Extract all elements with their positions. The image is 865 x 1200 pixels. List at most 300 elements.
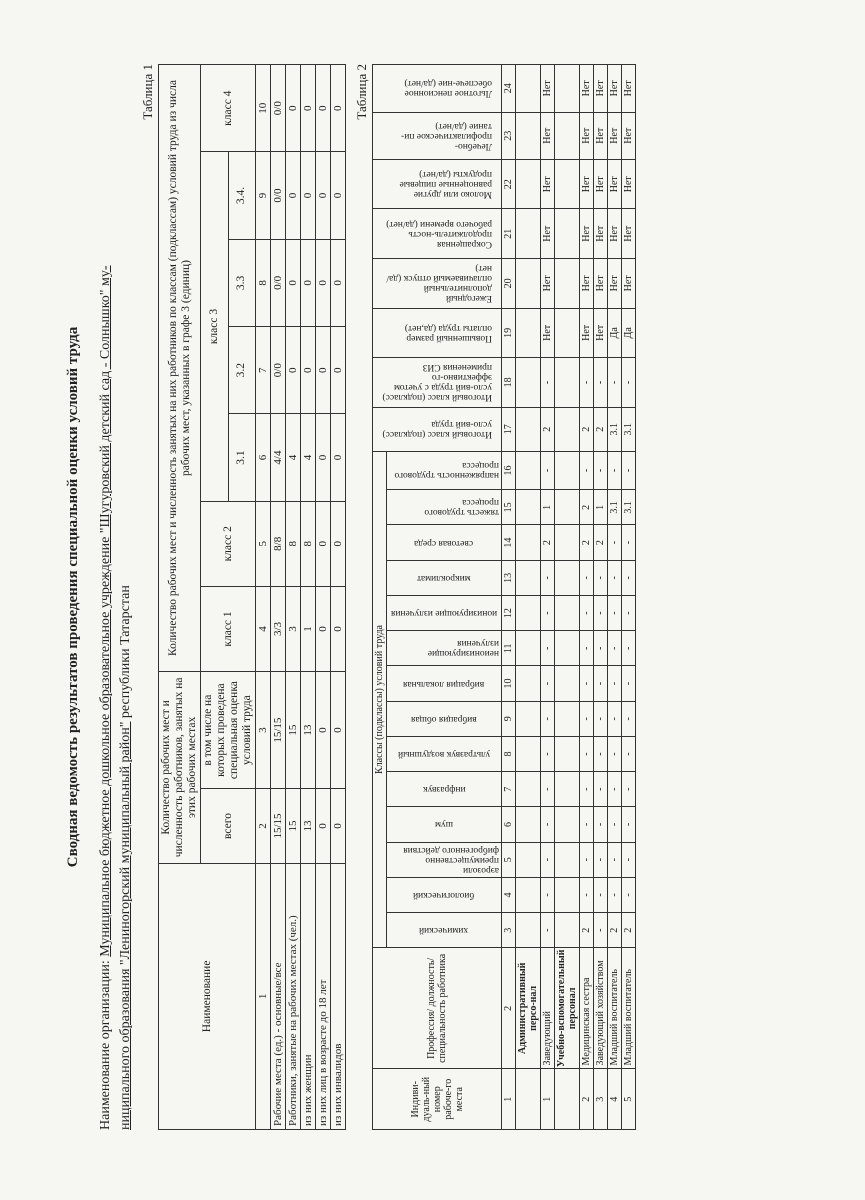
table-cell: - — [607, 842, 621, 877]
table-cell: 0 — [315, 414, 330, 501]
t2-head-extra-label: Итоговый класс (подкласс) усло-вий труда с учетом эффективно-го применения СИЗ — [382, 362, 492, 403]
table-cell: 11 — [501, 631, 515, 666]
table-cell: Нет — [540, 65, 554, 113]
table-cell: - — [621, 451, 635, 490]
table-cell: 8/8 — [270, 501, 285, 586]
table-cell: 17 — [501, 407, 515, 451]
table-cell: 3/3 — [270, 586, 285, 671]
table-cell: 4 — [285, 414, 300, 501]
table-cell: 0 — [330, 789, 345, 864]
table-cell — [554, 877, 579, 912]
table-cell: 21 — [501, 209, 515, 259]
table-cell — [554, 65, 579, 113]
table-cell: 3.1 — [621, 490, 635, 525]
table-cell: 8 — [285, 501, 300, 586]
table-cell: - — [593, 631, 607, 666]
table-cell — [554, 525, 579, 560]
table-cell — [554, 358, 579, 408]
t1-head-assessed: в том числе на которых проведена специальная оценка условий труда — [200, 672, 255, 789]
table-cell — [515, 701, 540, 736]
t1-head-c34: 3.4. — [228, 152, 256, 239]
table-cell: - — [607, 451, 621, 490]
table-cell: - — [579, 631, 593, 666]
t2-head-factor — [386, 877, 501, 912]
table-cell: Нет — [621, 159, 635, 209]
table-cell — [554, 772, 579, 807]
table-cell: 5 — [621, 1069, 635, 1130]
t2-head-extra-label: Льготное пенсионное обеспече-ние (да/нет) — [403, 78, 492, 99]
table-cell: - — [593, 772, 607, 807]
section-row — [515, 65, 540, 1130]
table-row — [579, 65, 593, 1130]
t2-head-extra-label: Молоко или другие равноценные пищевые продукты (да/нет) — [398, 169, 492, 200]
table-cell: 15 — [285, 789, 300, 864]
table2-label: Таблица 2 — [353, 64, 369, 120]
table-cell — [515, 209, 540, 259]
table-cell: 2 — [579, 490, 593, 525]
table-cell: - — [621, 736, 635, 771]
table-cell — [554, 1069, 579, 1130]
table-cell: 9 — [255, 152, 270, 239]
table-cell: 4 — [501, 877, 515, 912]
table-row — [330, 65, 345, 1130]
table-cell: 0 — [315, 789, 330, 864]
table-cell — [515, 666, 540, 701]
table-cell: - — [607, 525, 621, 560]
table-cell: - — [593, 358, 607, 408]
t2-head-extra-label: Лечебно-профилактическое пи-тание (да/нет) — [400, 120, 492, 151]
t1-head-class2: класс 2 — [200, 501, 255, 586]
table-cell: 2 — [579, 525, 593, 560]
table-cell: - — [593, 807, 607, 842]
table-cell: - — [607, 877, 621, 912]
t1-head-c31: 3.1 — [228, 414, 256, 501]
org-label: Наименование организации: — [97, 960, 113, 1130]
table-cell: 0 — [315, 672, 330, 789]
table-cell: - — [579, 842, 593, 877]
t2-head-extra-label: Ежегодный дополнительный оплачиваемый отпуск (да/нет) — [385, 263, 492, 304]
table-cell: - — [607, 560, 621, 595]
table-cell: - — [540, 772, 554, 807]
table-cell: 6 — [501, 807, 515, 842]
org-name-line2: ниципального образования "Лениногорский муниципальный район" — [117, 721, 133, 1130]
table-cell: 1 — [593, 490, 607, 525]
t1-head-c32: 3.2 — [228, 327, 256, 414]
table-cell: - — [593, 595, 607, 630]
table-cell — [515, 772, 540, 807]
t2-head-factor — [386, 595, 501, 630]
table-cell: 3.1 — [621, 407, 635, 451]
t1-head-total: всего — [200, 789, 255, 864]
t2-head-number: Индиви-дуаль-ный номер рабоче-го места — [372, 1069, 501, 1130]
table-cell: 3.1 — [607, 407, 621, 451]
table-cell — [554, 259, 579, 309]
t2-head-factor — [386, 666, 501, 701]
table-cell: Нет — [621, 209, 635, 259]
t2-head-extra — [372, 65, 501, 113]
table-cell: - — [540, 666, 554, 701]
table-cell: 0 — [300, 65, 315, 152]
t1-head-c33: 3.3 — [228, 239, 256, 326]
table-cell: Младший воспитатель — [621, 948, 635, 1069]
table-cell: Нет — [593, 209, 607, 259]
t2-head-factor-label: напряженность трудового процесса — [394, 460, 499, 481]
table-cell: - — [621, 877, 635, 912]
table-row — [607, 65, 621, 1130]
t2-head-factor-label: шум — [434, 819, 453, 830]
table-cell: 0 — [300, 152, 315, 239]
table-cell: Нет — [540, 308, 554, 358]
table-cell — [515, 842, 540, 877]
table-cell — [554, 736, 579, 771]
table-cell: - — [621, 358, 635, 408]
table-cell: 2 — [579, 1069, 593, 1130]
t2-head-factor — [386, 842, 501, 877]
t2-head-extra — [372, 159, 501, 209]
table-cell: 8 — [255, 239, 270, 326]
t1-head-class1: класс 1 — [200, 586, 255, 671]
table-cell: - — [593, 666, 607, 701]
table-cell: 2 — [579, 407, 593, 451]
table-cell — [515, 407, 540, 451]
table-cell — [554, 913, 579, 948]
table-cell: Нет — [621, 65, 635, 113]
table-cell: - — [579, 877, 593, 912]
table-cell: Нет — [593, 308, 607, 358]
table-cell: - — [540, 358, 554, 408]
table-row — [540, 65, 554, 1130]
table-cell — [515, 631, 540, 666]
t2-head-factor — [386, 772, 501, 807]
table-cell — [554, 807, 579, 842]
table-cell: 0 — [315, 65, 330, 152]
table-cell: Рабочие места (ед.) - основные/все — [270, 863, 285, 1129]
table-cell: из них лиц в возрасте до 18 лет — [315, 863, 330, 1129]
table-cell: 13 — [501, 560, 515, 595]
table-cell: 3 — [255, 672, 270, 789]
table-row — [285, 65, 300, 1130]
table-cell: - — [593, 451, 607, 490]
table-cell: Да — [607, 308, 621, 358]
table-cell: 3.1 — [607, 490, 621, 525]
t2-head-factor — [386, 490, 501, 525]
t2-head-factor — [386, 560, 501, 595]
table-cell: 0 — [330, 586, 345, 671]
table-cell: 4 — [300, 414, 315, 501]
table-cell: 0 — [285, 327, 300, 414]
t1-head-count: Количество рабочих мест и численность работников, занятых на этих рабочих местах — [158, 672, 200, 864]
table-cell — [515, 259, 540, 309]
t2-head-factor-label: вибрация общая — [410, 713, 477, 724]
table-cell: 0 — [285, 65, 300, 152]
table-cell — [554, 560, 579, 595]
table-cell: Нет — [579, 209, 593, 259]
table-cell: 0 — [330, 65, 345, 152]
table-cell: 2 — [579, 913, 593, 948]
table-cell: 0 — [315, 152, 330, 239]
table-cell — [554, 451, 579, 490]
table-cell: 0 — [330, 414, 345, 501]
table-cell: 0/0 — [270, 152, 285, 239]
t2-head-classes: Классы (подклассы) условий труда — [372, 451, 386, 948]
table-cell: 23 — [501, 112, 515, 159]
t2-head-extra — [372, 259, 501, 309]
table-cell: 1 — [501, 1069, 515, 1130]
table-cell: 9 — [501, 701, 515, 736]
table-cell: Заведующий — [540, 948, 554, 1069]
table-cell: Нет — [607, 159, 621, 209]
table-cell: 15/15 — [270, 789, 285, 864]
table-cell: - — [540, 701, 554, 736]
table-cell: 3 — [501, 913, 515, 948]
table-cell — [554, 490, 579, 525]
table-cell — [515, 451, 540, 490]
table-cell: - — [607, 631, 621, 666]
t2-head-factor-label: биологический — [412, 889, 475, 900]
table-cell — [554, 842, 579, 877]
table-cell: 0 — [300, 327, 315, 414]
table-cell: 4 — [607, 1069, 621, 1130]
table-cell: Нет — [540, 259, 554, 309]
t2-head-factor — [386, 807, 501, 842]
table-cell — [554, 209, 579, 259]
table-cell: 1 — [300, 586, 315, 671]
table-cell: 0 — [285, 152, 300, 239]
table-cell: - — [579, 736, 593, 771]
org-name-line1: Муниципальное бюджетное дошкольное образовательное учреждение "Шугуровский детский сад - Солнышко" му- — [97, 265, 113, 957]
table-cell — [515, 1069, 540, 1130]
table-cell: - — [621, 525, 635, 560]
t2-head-factor — [386, 631, 501, 666]
table-cell: из них инвалидов — [330, 863, 345, 1129]
table-cell: 1 — [255, 863, 270, 1129]
table-cell: Медицинская сестра — [579, 948, 593, 1069]
table-cell — [554, 666, 579, 701]
table-cell: 7 — [501, 772, 515, 807]
table-cell — [515, 560, 540, 595]
table-cell: Нет — [621, 112, 635, 159]
table-cell: 0 — [330, 672, 345, 789]
table-cell: - — [593, 877, 607, 912]
table-cell: - — [607, 701, 621, 736]
table-cell: Нет — [579, 65, 593, 113]
table-cell — [554, 112, 579, 159]
table-cell: - — [579, 772, 593, 807]
table-cell: 20 — [501, 259, 515, 309]
table-cell: 2 — [540, 407, 554, 451]
table-cell: 1 — [540, 1069, 554, 1130]
table-cell — [554, 701, 579, 736]
org-region: республики Татарстан — [117, 585, 133, 722]
table-cell: Нет — [593, 65, 607, 113]
t2-head-factor-label: вибрация локальная — [402, 678, 485, 689]
table-cell: 19 — [501, 308, 515, 358]
table-cell: 8 — [501, 736, 515, 771]
t2-head-factor — [386, 525, 501, 560]
table-cell: 13 — [300, 789, 315, 864]
table-cell: - — [579, 358, 593, 408]
table-cell: 24 — [501, 65, 515, 113]
table-cell: - — [593, 701, 607, 736]
table-row — [270, 65, 285, 1130]
table-cell: Нет — [579, 112, 593, 159]
table-cell: Нет — [579, 308, 593, 358]
table-cell: 3 — [285, 586, 300, 671]
table-cell — [554, 631, 579, 666]
table-cell — [515, 308, 540, 358]
t2-head-extra — [372, 407, 501, 451]
t2-head-factor-label: инфразвук — [422, 784, 465, 795]
table-cell — [515, 913, 540, 948]
t1-head-classes: Количество рабочих мест и численность занятых на них работников по классам (подклассам) условий труда из числа рабочих мест, указанных в графе 3 (единиц) — [158, 65, 200, 672]
table-cell: - — [540, 451, 554, 490]
table-cell: 2 — [593, 407, 607, 451]
table-cell: - — [607, 807, 621, 842]
t2-head-factor-label: ультразвук воздушный — [397, 749, 490, 760]
table-cell — [554, 595, 579, 630]
table-cell: Нет — [593, 159, 607, 209]
table-cell — [515, 807, 540, 842]
table-cell: 10 — [501, 666, 515, 701]
table-cell: 7 — [255, 327, 270, 414]
t2-head-profession: Профессия/ должность/ специальность работника — [372, 948, 501, 1069]
table-cell: - — [607, 666, 621, 701]
table-cell: - — [607, 358, 621, 408]
table-cell: - — [607, 595, 621, 630]
t2-head-factor-label: неионизирующие излучения — [427, 638, 499, 659]
table-cell: - — [621, 560, 635, 595]
table-cell: 15 — [285, 672, 300, 789]
table-cell: 15/15 — [270, 672, 285, 789]
table-cell: 2 — [607, 913, 621, 948]
table-cell: Нет — [607, 259, 621, 309]
table-cell: - — [607, 736, 621, 771]
table-cell: 1 — [540, 490, 554, 525]
table-cell: - — [621, 631, 635, 666]
t2-head-extra-label: Повышенный размер оплаты труда (да,нет) — [404, 322, 492, 343]
table-cell: 0 — [330, 239, 345, 326]
table-cell: 0 — [330, 327, 345, 414]
table-cell: Работники, занятые на рабочих местах (чел.) — [285, 863, 300, 1129]
table-cell: - — [540, 877, 554, 912]
table-cell: - — [579, 807, 593, 842]
table-cell: - — [621, 701, 635, 736]
table-cell: Нет — [607, 65, 621, 113]
table-cell: Нет — [579, 159, 593, 209]
section-title: Административный персо-нал — [515, 948, 540, 1069]
t2-head-factor — [386, 913, 501, 948]
t2-head-extra — [372, 308, 501, 358]
table-cell: 5 — [501, 842, 515, 877]
table-cell: Нет — [540, 159, 554, 209]
t2-head-factor — [386, 736, 501, 771]
table-cell: Заведующий хозяйством — [593, 948, 607, 1069]
table-cell: Нет — [579, 259, 593, 309]
table-cell: 3 — [593, 1069, 607, 1130]
table-cell: - — [621, 595, 635, 630]
table-cell: 0/0 — [270, 65, 285, 152]
table-cell: 14 — [501, 525, 515, 560]
t1-column-numbers — [255, 65, 270, 1130]
t2-head-factor — [386, 451, 501, 490]
table-cell: 15 — [501, 490, 515, 525]
section-row — [554, 65, 579, 1130]
table-cell: - — [579, 666, 593, 701]
table-cell — [515, 595, 540, 630]
table-cell: 0/0 — [270, 239, 285, 326]
table-cell: 0 — [285, 239, 300, 326]
table-cell: - — [593, 842, 607, 877]
table-cell — [515, 525, 540, 560]
table-cell: 0 — [315, 327, 330, 414]
table-cell: - — [540, 807, 554, 842]
table-cell: Да — [621, 308, 635, 358]
table-cell: - — [607, 772, 621, 807]
table-cell: - — [540, 560, 554, 595]
table-cell: - — [621, 772, 635, 807]
table-cell: - — [540, 631, 554, 666]
table-cell — [554, 159, 579, 209]
t1-head-class3: класс 3 — [200, 152, 228, 501]
table-cell: 2 — [255, 789, 270, 864]
table-cell: 18 — [501, 358, 515, 408]
table-cell — [554, 407, 579, 451]
table-cell: - — [579, 451, 593, 490]
table2 — [372, 64, 636, 1130]
table-cell: 0 — [300, 239, 315, 326]
table-cell: - — [579, 560, 593, 595]
table-cell: Нет — [540, 112, 554, 159]
t2-head-factor-label: аэрозоли преимущественно фиброгенного действия — [402, 844, 499, 875]
table-cell: - — [593, 560, 607, 595]
document-title: Сводная ведомость результатов проведения специальной оценки условий труда — [64, 326, 81, 868]
table-row — [300, 65, 315, 1130]
table-cell — [515, 65, 540, 113]
table-cell: 12 — [501, 595, 515, 630]
table-cell: 0 — [330, 501, 345, 586]
table-cell: 10 — [255, 65, 270, 152]
table-cell: 2 — [501, 948, 515, 1069]
table-cell: - — [579, 701, 593, 736]
table-cell: 2 — [621, 913, 635, 948]
table1-label: Таблица 1 — [139, 64, 155, 120]
t2-head-extra — [372, 112, 501, 159]
table-cell: - — [593, 736, 607, 771]
table-cell: Нет — [607, 209, 621, 259]
t2-column-numbers — [501, 65, 515, 1130]
table-cell: Нет — [593, 112, 607, 159]
table-row — [593, 65, 607, 1130]
table-cell — [515, 736, 540, 771]
table-cell: 0 — [330, 152, 345, 239]
table-cell: - — [540, 842, 554, 877]
table-cell: Младший воспитатель — [607, 948, 621, 1069]
table-cell: 0/0 — [270, 327, 285, 414]
table-cell: - — [540, 736, 554, 771]
t2-head-extra — [372, 358, 501, 408]
table-cell: - — [621, 842, 635, 877]
table-cell: - — [540, 595, 554, 630]
table-cell: - — [621, 807, 635, 842]
table-cell: Нет — [593, 259, 607, 309]
t2-head-factor-label: химический — [418, 925, 469, 936]
table-cell — [515, 112, 540, 159]
table-cell — [515, 877, 540, 912]
organization-name — [96, 64, 136, 1130]
table-row — [315, 65, 330, 1130]
table-row — [621, 65, 635, 1130]
t2-head-factor-label: тяжесть трудового процесса — [423, 497, 499, 518]
